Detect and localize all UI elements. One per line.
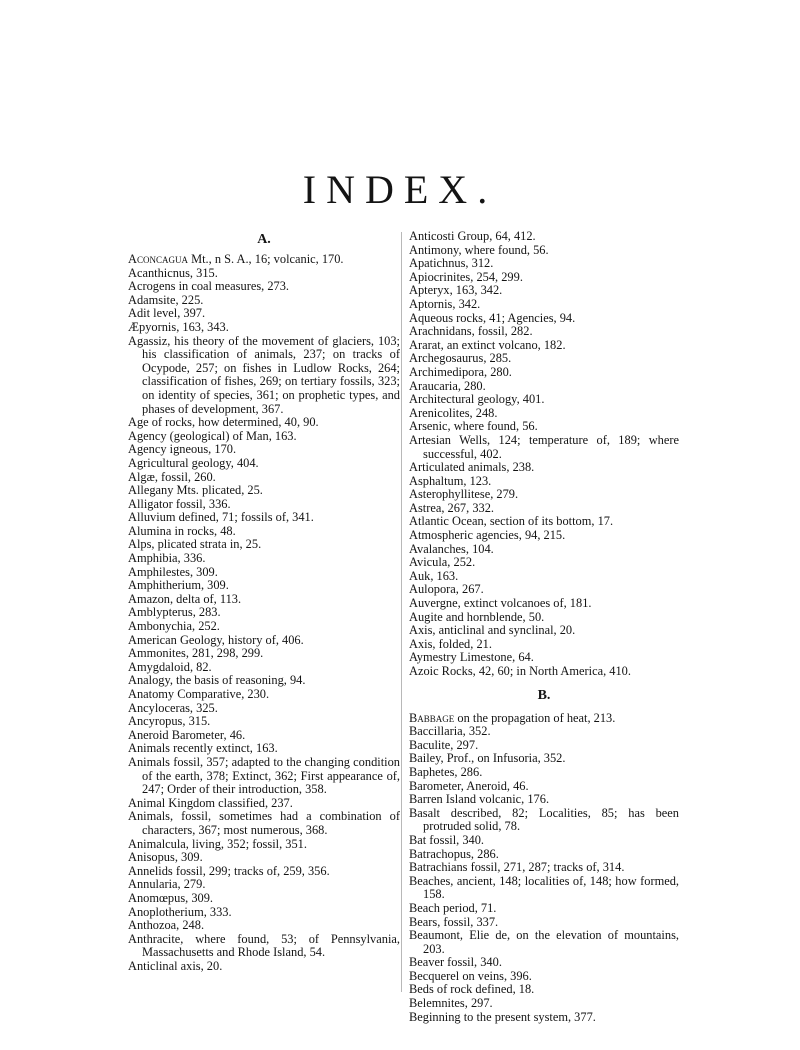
index-entry	[409, 861, 679, 875]
entry-text: Alligator fossil, 336.	[128, 496, 231, 511]
entry-text: Acanthicnus, 315.	[128, 265, 218, 280]
index-entry	[128, 742, 400, 756]
entry-text: Bailey, Prof., on Infusoria, 352.	[409, 751, 566, 766]
index-entry	[409, 529, 679, 543]
index-entry	[409, 712, 679, 726]
entry-text: Aneroid Barometer, 46.	[128, 727, 246, 742]
entry-text: Adit level, 397.	[128, 306, 206, 321]
entry-text: Auk, 163.	[409, 568, 459, 583]
entry-text: Belemnites, 297.	[409, 996, 493, 1011]
index-entry	[409, 502, 679, 516]
entry-text: Alps, plicated strata in, 25.	[128, 537, 262, 552]
entry-text: Arenicolites, 248.	[409, 405, 498, 420]
index-entry	[128, 606, 400, 620]
entry-text: Bears, fossil, 337.	[409, 914, 499, 929]
index-entry	[409, 875, 679, 902]
entry-text: Amblypterus, 283.	[128, 605, 221, 620]
page-title: INDEX.	[302, 167, 498, 212]
entry-text: Adamsite, 225.	[128, 292, 204, 307]
entry-text: Arsenic, where found, 56.	[409, 419, 538, 434]
index-entry	[128, 457, 400, 471]
entry-text: Bat fossil, 340.	[409, 832, 485, 847]
index-entry	[409, 284, 679, 298]
entry-text: Amazon, delta of, 113.	[128, 591, 242, 606]
entry-text: Analogy, the basis of reasoning, 94.	[128, 673, 306, 688]
entry-text: Axis, folded, 21.	[409, 636, 492, 651]
index-entry	[128, 756, 400, 797]
entry-text: Agassiz, his theory of the movement of glaciers, 103; his classification of animals, 237; on tracks of Ocypode, 257; on fishes in Ludlow Rocks, 264; classification of fishes, 269; on tertiary fossils, 323; on identity of species, 361; on prophetic types, and phases of development, 367.	[128, 333, 400, 416]
entry-text: Animalcula, living, 352; fossil, 351.	[128, 836, 307, 851]
entry-text: Azoic Rocks, 42, 60; in North America, 410.	[409, 664, 631, 678]
entry-text: Architectural geology, 401.	[409, 392, 545, 407]
entry-text: Anoplotherium, 333.	[128, 904, 232, 919]
index-entry	[409, 312, 679, 326]
index-entry	[409, 638, 679, 652]
index-entry	[128, 443, 400, 457]
entry-text: Artesian Wells, 124; temperature of, 189; where successful, 402.	[409, 432, 679, 461]
entry-text: on the propagation of heat, 213.	[457, 710, 616, 725]
index-entry	[128, 851, 400, 865]
right-column	[409, 230, 679, 1024]
entry-text: Baphetes, 286.	[409, 764, 483, 779]
index-entry	[128, 960, 400, 974]
entry-text: Aymestry Limestone, 64.	[409, 650, 534, 665]
entry-text: Agency (geological) of Man, 163.	[128, 428, 297, 443]
index-entry	[128, 484, 400, 498]
index-entry	[128, 566, 400, 580]
entry-text: Basalt described, 82; Localities, 85; has been protruded solid, 78.	[409, 805, 679, 834]
index-entry	[409, 1011, 679, 1025]
entry-text: Asphaltum, 123.	[409, 473, 492, 488]
entry-text: Auvergne, extinct volcanoes of, 181.	[409, 596, 592, 611]
entry-text: Augite and hornblende, 50.	[409, 609, 545, 624]
entry-text: Atmospheric agencies, 94, 215.	[409, 528, 566, 543]
index-entry	[409, 970, 679, 984]
index-entry	[409, 848, 679, 862]
index-entry	[128, 919, 400, 933]
index-entry	[409, 902, 679, 916]
entry-text: Algæ, fossil, 260.	[128, 469, 216, 484]
index-entry	[128, 593, 400, 607]
left-entry-list	[128, 253, 400, 973]
index-entry	[128, 253, 400, 267]
index-entry	[128, 688, 400, 702]
index-entry	[409, 780, 679, 794]
index-entry	[409, 570, 679, 584]
entry-text: Aptornis, 342.	[409, 296, 481, 311]
entry-text: Ancyloceras, 325.	[128, 700, 218, 715]
entry-text: Anatomy Comparative, 230.	[128, 687, 270, 701]
index-entry	[409, 752, 679, 766]
entry-text: Amphitherium, 309.	[128, 578, 229, 593]
entry-text: Annularia, 279.	[128, 877, 206, 892]
index-entry	[128, 307, 400, 321]
index-entry	[409, 739, 679, 753]
index-entry	[128, 430, 400, 444]
index-entry	[409, 543, 679, 557]
index-entry	[409, 583, 679, 597]
entry-text: Beds of rock defined, 18.	[409, 982, 535, 997]
entry-text: Amphilestes, 309.	[128, 564, 218, 579]
index-entry	[409, 434, 679, 461]
index-entry	[128, 280, 400, 294]
index-entry	[409, 997, 679, 1011]
index-entry	[128, 878, 400, 892]
entry-text: Animals recently extinct, 163.	[128, 741, 278, 756]
entry-text: Amphibia, 336.	[128, 551, 206, 566]
entry-text: Anisopus, 309.	[128, 850, 203, 865]
index-entry	[128, 538, 400, 552]
entry-text: Mt., n S. A., 16; volcanic, 170.	[191, 252, 344, 266]
entry-text: Amygdaloid, 82.	[128, 659, 212, 674]
entry-text: Beaches, ancient, 148; localities of, 148; how formed, 158.	[409, 873, 679, 902]
entry-text: Araucaria, 280.	[409, 378, 486, 393]
index-entry	[409, 611, 679, 625]
entry-text: Age of rocks, how determined, 40, 90.	[128, 415, 319, 430]
index-entry	[409, 515, 679, 529]
entry-text: Anticosti Group, 64, 412.	[409, 229, 536, 243]
index-entry	[409, 475, 679, 489]
entry-text: Batrachians fossil, 271, 287; tracks of, 314.	[409, 860, 625, 875]
entry-text: Antimony, where found, 56.	[409, 242, 549, 257]
index-entry	[409, 597, 679, 611]
entry-text: Animal Kingdom classified, 237.	[128, 795, 293, 810]
entry-text: Animals, fossil, sometimes had a combination of characters, 367; most numerous, 368.	[128, 809, 400, 837]
entry-text: Axis, anticlinal and synclinal, 20.	[409, 623, 576, 638]
index-entry	[128, 525, 400, 539]
entry-text: Agricultural geology, 404.	[128, 455, 259, 470]
index-entry	[128, 715, 400, 729]
right-b-entry-list	[409, 712, 679, 1025]
entry-text: Ambonychia, 252.	[128, 619, 220, 634]
index-entry	[409, 339, 679, 353]
index-entry	[128, 729, 400, 743]
section-letter-b: B.	[537, 687, 551, 703]
entry-text: Alluvium defined, 71; fossils of, 341.	[128, 510, 314, 525]
entry-text: Beaver fossil, 340.	[409, 955, 502, 970]
index-entry	[409, 956, 679, 970]
index-entry	[409, 807, 679, 834]
index-entry	[409, 461, 679, 475]
index-entry	[409, 244, 679, 258]
entry-text: Acrogens in coal measures, 273.	[128, 279, 290, 294]
index-entry	[128, 674, 400, 688]
entry-text: Alumina in rocks, 48.	[128, 523, 236, 538]
index-entry	[128, 838, 400, 852]
entry-text: Allegany Mts. plicated, 25.	[128, 483, 263, 498]
right-a-entry-list	[409, 230, 679, 679]
left-column	[128, 230, 400, 973]
entry-text: Becquerel on veins, 396.	[409, 968, 532, 983]
index-entry	[409, 488, 679, 502]
entry-text: Beach period, 71.	[409, 900, 497, 915]
entry-text: Ancyropus, 315.	[128, 714, 211, 729]
index-entry	[128, 797, 400, 811]
entry-text: Astrea, 267, 332.	[409, 500, 494, 515]
entry-text: Atlantic Ocean, section of its bottom, 17.	[409, 514, 614, 529]
index-entry	[409, 407, 679, 421]
index-entry	[409, 665, 679, 679]
index-entry	[128, 511, 400, 525]
entry-text: Archegosaurus, 285.	[409, 351, 512, 366]
section-letter-a: A.	[257, 232, 271, 247]
index-entry	[409, 325, 679, 339]
entry-text: Barren Island volcanic, 176.	[409, 792, 550, 807]
index-entry	[128, 661, 400, 675]
index-entry	[128, 702, 400, 716]
index-entry	[409, 393, 679, 407]
entry-text: Baculite, 297.	[409, 737, 479, 752]
entry-text: Agency igneous, 170.	[128, 442, 237, 457]
entry-text: Arachnidans, fossil, 282.	[409, 324, 533, 339]
index-entry	[128, 865, 400, 879]
index-entry	[409, 834, 679, 848]
index-entry	[409, 230, 679, 244]
index-entry	[409, 556, 679, 570]
index-entry	[409, 766, 679, 780]
index-entry	[128, 321, 400, 335]
index-entry	[128, 416, 400, 430]
index-entry	[128, 267, 400, 281]
index-entry	[128, 892, 400, 906]
index-entry	[409, 352, 679, 366]
entry-text: Aqueous rocks, 41; Agencies, 94.	[409, 310, 576, 325]
index-entry	[128, 906, 400, 920]
entry-text: Aulopora, 267.	[409, 582, 484, 597]
index-entry	[409, 420, 679, 434]
index-entry	[128, 294, 400, 308]
entry-text: Asterophyllitese, 279.	[409, 487, 519, 502]
entry-text: Archimedipora, 280.	[409, 364, 512, 379]
index-entry	[409, 298, 679, 312]
entry-text: Beaumont, Elie de, on the elevation of mountains, 203.	[409, 928, 679, 956]
index-entry	[128, 647, 400, 661]
index-entry	[128, 810, 400, 837]
entry-text: Anomœpus, 309.	[128, 890, 214, 905]
index-entry	[409, 651, 679, 665]
entry-text: Animals fossil, 357; adapted to the changing condition of the earth, 378; Extinct, 362; First appearance of, 247; Order of their introduction, 358.	[128, 754, 400, 797]
index-entry	[128, 498, 400, 512]
entry-text: Barometer, Aneroid, 46.	[409, 778, 529, 793]
entry-text: Avalanches, 104.	[409, 541, 494, 556]
index-entry	[128, 335, 400, 417]
entry-text: Avicula, 252.	[409, 555, 476, 570]
entry-text: Anthracite, where found, 53; of Pennsylvania, Massachusetts and Rhode Island, 54.	[128, 931, 400, 960]
entry-text: Apiocrinites, 254, 299.	[409, 269, 523, 284]
entry-text: American Geology, history of, 406.	[128, 632, 304, 647]
entry-text: Apteryx, 163, 342.	[409, 283, 503, 298]
entry-text: Baccillaria, 352.	[409, 724, 491, 739]
entry-text: Annelids fossil, 299; tracks of, 259, 356.	[128, 863, 330, 878]
entry-text: Anticlinal axis, 20.	[128, 958, 223, 973]
entry-text: Apatichnus, 312.	[409, 256, 494, 271]
index-entry	[409, 271, 679, 285]
index-entry	[128, 933, 400, 960]
index-entry	[128, 620, 400, 634]
index-entry	[128, 552, 400, 566]
index-entry	[409, 793, 679, 807]
index-entry	[409, 257, 679, 271]
index-entry	[128, 579, 400, 593]
entry-text: Æpyornis, 163, 343.	[128, 319, 229, 334]
index-entry	[409, 366, 679, 380]
index-entry	[128, 634, 400, 648]
entry-text: Ararat, an extinct volcano, 182.	[409, 337, 566, 352]
entry-head: Aconcagua	[128, 252, 188, 266]
index-entry	[409, 380, 679, 394]
entry-text: Beginning to the present system, 377.	[409, 1009, 596, 1024]
index-entry	[409, 916, 679, 930]
index-entry	[409, 624, 679, 638]
index-entry	[409, 983, 679, 997]
index-entry	[409, 725, 679, 739]
entry-text: Anthozoa, 248.	[128, 918, 205, 933]
index-entry	[128, 471, 400, 485]
entry-text: Batrachopus, 286.	[409, 846, 499, 861]
entry-text: Ammonites, 281, 298, 299.	[128, 646, 264, 661]
entry-text: Articulated animals, 238.	[409, 460, 535, 475]
entry-head: Babbage	[409, 710, 455, 725]
column-divider	[401, 232, 402, 992]
index-entry	[409, 929, 679, 956]
